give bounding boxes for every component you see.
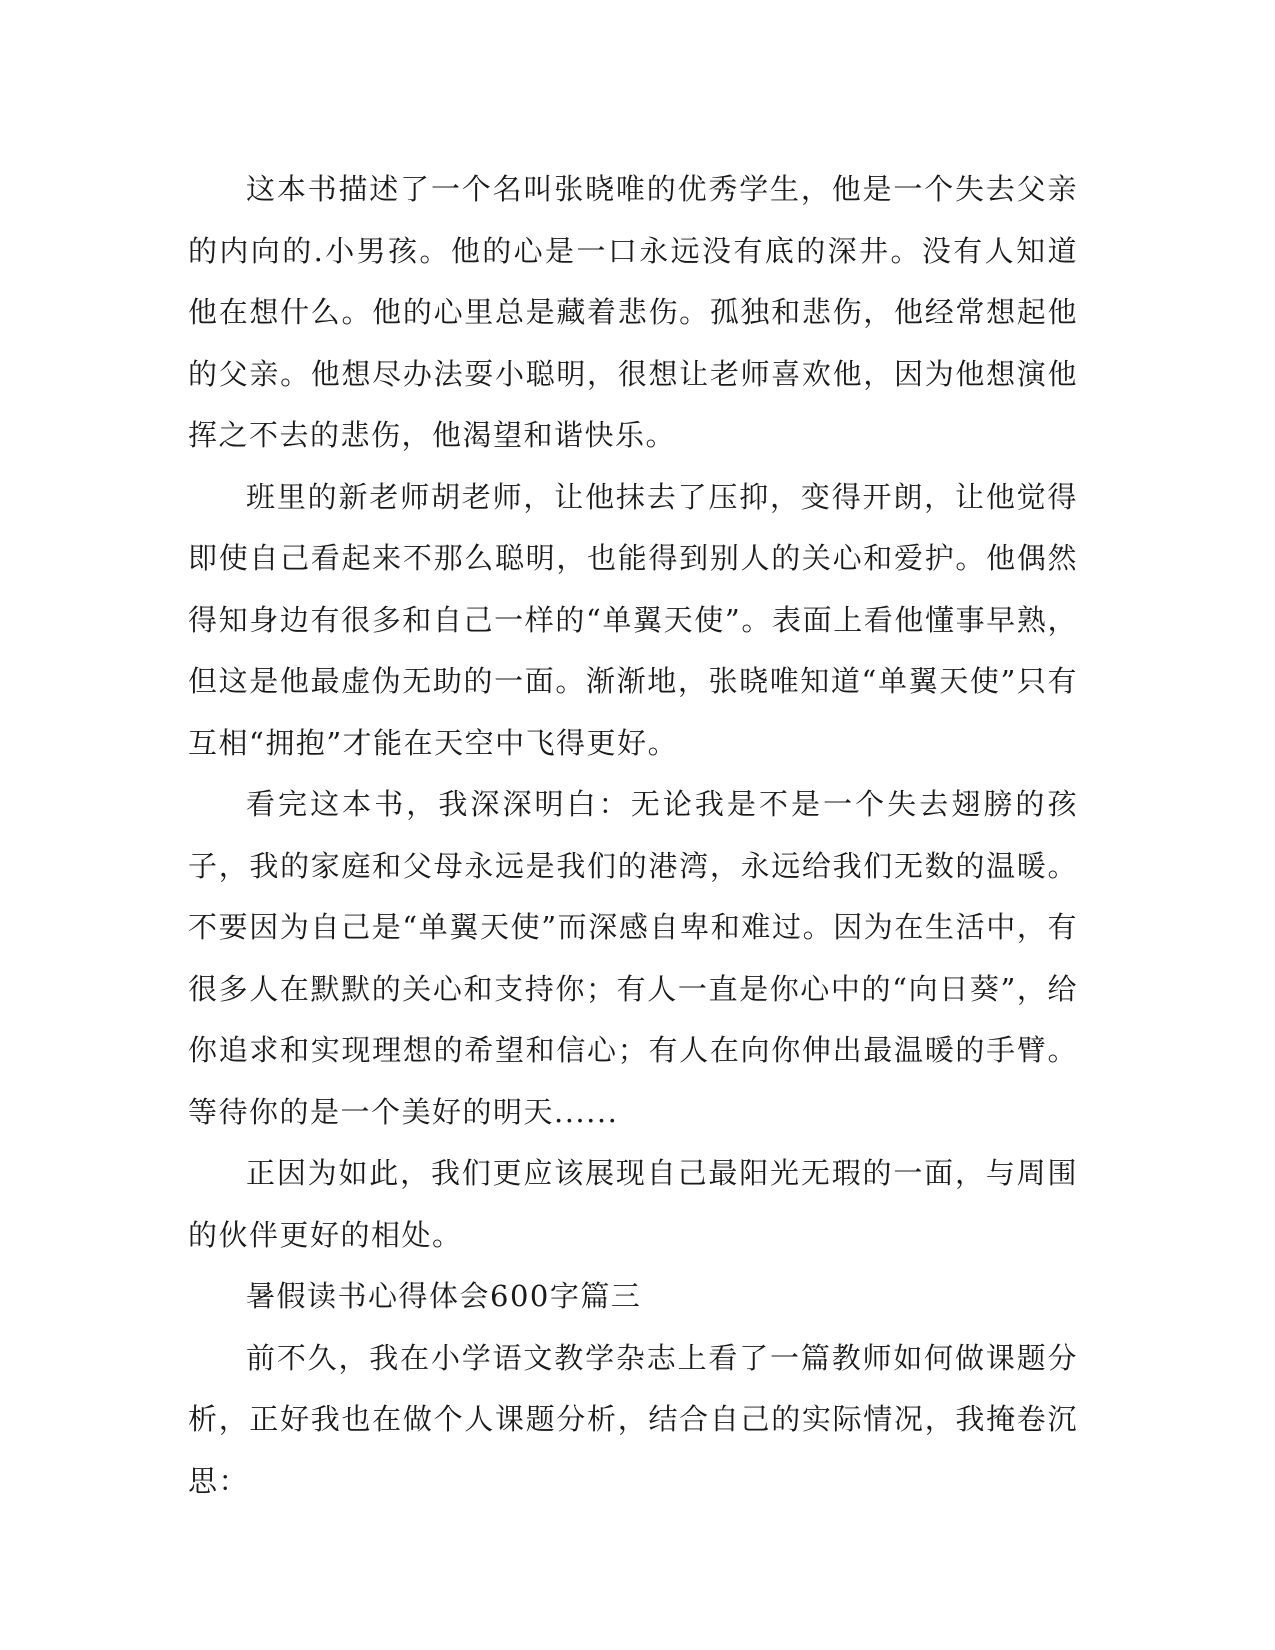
paragraph-2: 班里的新老师胡老师，让他抹去了压抑，变得开朗，让他觉得即使自己看起来不那么聪明，也能得到别人的关心和爱护。他偶然得知身边有很多和自己一样的“单翼天使”。表面上看他懂事早熟，但这是他最虚伪无助的一面。渐渐地，张晓唯知道“单翼天使”只有互相“拥抱”才能在天空中飞得更好。 xyxy=(188,479,1078,760)
section-heading: 暑假读书心得体会600字篇三 xyxy=(246,1279,642,1313)
paragraph-3: 看完这本书，我深深明白：无论我是不是一个失去翅膀的孩子，我的家庭和父母永远是我们的港湾，永远给我们无数的温暖。不要因为自己是“单翼天使”而深感自卑和难过。因为在生活中，有很多人在默默的关心和支持你；有人一直是你心中的“向日葵”，给你追求和实现理想的希望和信心；有人在向你伸出最温暖的手臂。等待你的是一个美好的明天...... xyxy=(188,787,1078,1129)
paragraph-4: 正因为如此，我们更应该展现自己最阳光无瑕的一面，与周围的伙伴更好的相处。 xyxy=(188,1156,1078,1252)
paragraph-1: 这本书描述了一个名叫张晓唯的优秀学生，他是一个失去父亲的内向的.小男孩。他的心是一口永远没有底的深井。没有人知道他在想什么。他的心里总是藏着悲伤。孤独和悲伤，他经常想起他的父亲。他想尽办法耍小聪明，很想让老师喜欢他，因为他想演他挥之不去的悲伤，他渴望和谐快乐。 xyxy=(188,172,1078,452)
paragraph-5: 前不久，我在小学语文教学杂志上看了一篇教师如何做课题分析，正好我也在做个人课题分析，结合自己的实际情况，我掩卷沉思： xyxy=(188,1340,1078,1498)
document-body xyxy=(188,159,1078,1512)
